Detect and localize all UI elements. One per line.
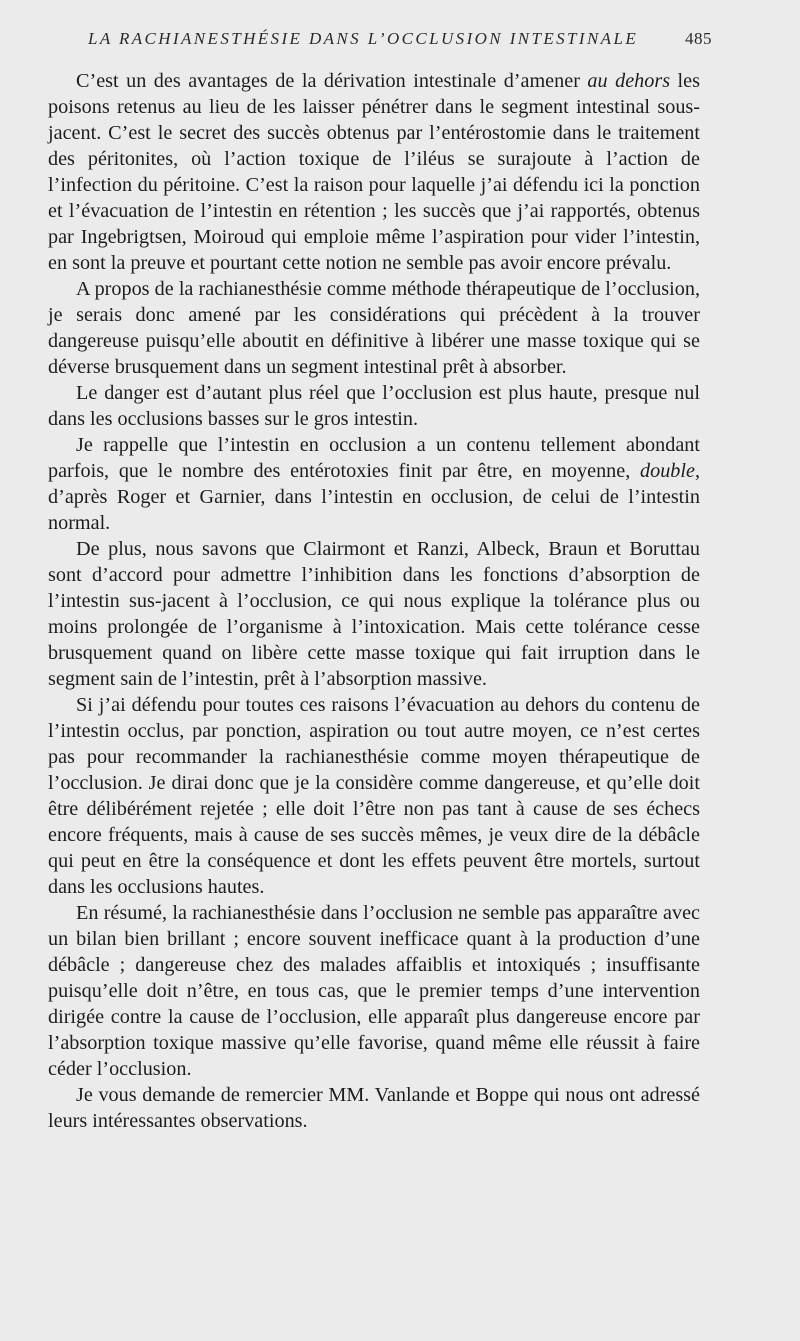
paragraph-5 (48, 536, 700, 692)
paragraph-1 (48, 68, 700, 276)
paragraph-8 (48, 1082, 700, 1134)
page-number: 485 (685, 29, 712, 48)
paragraph-5-text: De plus, nous savons que Clairmont et Ranzi, Albeck, Braun et Boruttau sont d’accord pour admettre l’inhibition dans les fonctions d’absorption de l’intestin sus-jacent à l’occlusion, ce qui nous explique la tolérance plus ou moins prolongée de l’organisme à l’intoxication. Mais cette tolérance cesse brusquement quand on libère cette masse toxique qui fait irruption dans le segment sain de l’intestin, prêt à l’absorption massive. (48, 538, 700, 690)
body-text (48, 68, 700, 1134)
page-header (88, 27, 712, 53)
paragraph-6 (48, 692, 700, 900)
paragraph-3 (48, 380, 700, 432)
paragraph-7 (48, 900, 700, 1082)
paragraph-2 (48, 276, 700, 380)
paragraph-6-text: Si j’ai défendu pour toutes ces raisons l’évacuation au dehors du contenu de l’intestin occlus, par ponction, aspiration ou tout autre moyen, ce n’est certes pas pour recommander la rachianesthésie comme moyen thérapeutique de l’occlusion. Je dirai donc que je la considère comme dangereuse, et qu’elle doit être délibérément rejetée ; elle doit l’être non pas tant à cause de ses échecs encore fréquents, mais à cause de ses succès mêmes, je veux dire de la débâcle qui peut en être la conséquence et dont les effets peuvent être mortels, surtout dans les occlusions hautes. (48, 694, 700, 898)
paragraph-7-text: En résumé, la rachianesthésie dans l’occlusion ne semble pas apparaître avec un bilan bien brillant ; encore souvent inefficace quant à la production d’une débâcle ; dangereuse chez des malades affaiblis et intoxiqués ; insuffisante puisqu’elle doit n’être, en tous cas, que le premier temps d’une intervention dirigée contre la cause de l’occlusion, elle apparaît plus dangereuse encore par l’absorption toxique massive qu’elle favorise, quand même elle réussit à faire céder l’occlusion. (48, 902, 700, 1080)
paragraph-4 (48, 432, 700, 536)
paragraph-1-italic-phrase: au dehors (587, 70, 671, 92)
running-title: LA RACHIANESTHÉSIE DANS L’OCCLUSION INTESTINALE (88, 29, 639, 48)
paragraph-3-text: Le danger est d’autant plus réel que l’occlusion est plus haute, presque nul dans les occlusions basses sur le gros intestin. (48, 382, 700, 430)
paragraph-4-italic-word: double (640, 460, 695, 482)
paragraph-2-text: A propos de la rachianesthésie comme méthode thérapeutique de l’occlusion, je serais donc amené par les considérations qui précèdent à la trouver dangereuse puisqu’elle aboutit en définitive à libérer une masse toxique qui se déverse brusquement dans un segment intestinal prêt à absorber. (48, 278, 700, 378)
paragraph-1-text-cont: les poisons retenus au lieu de les laisser pénétrer dans le segment intestinal sous-jacent. C’est le secret des succès obtenus par l’entérostomie dans le traitement des péritonites, où l’action toxique de l’iléus se surajoute à l’action de l’infection du péritoine. C’est la raison pour laquelle j’ai défendu ici la ponction et l’évacuation de l’intestin en rétention ; les succès que j’ai rapportés, obtenus par Ingebrigtsen, Moiroud qui emploie même l’aspiration pour vider l’intestin, en sont la preuve et pourtant cette notion ne semble pas avoir encore prévalu. (48, 70, 700, 274)
paragraph-1-text: C’est un des avantages de la dérivation intestinale d’amener (76, 70, 588, 92)
paragraph-4-text: Je rappelle que l’intestin en occlusion a un contenu tellement abondant parfois, que le nombre des entérotoxies finit par être, en moyenne, (48, 434, 700, 482)
paragraph-4-text-cont: , d’après Roger et Garnier, dans l’intestin en occlusion, de celui de l’intestin normal. (48, 460, 700, 534)
paragraph-8-text: Je vous demande de remercier MM. Vanlande et Boppe qui nous ont adressé leurs intéressantes observations. (48, 1084, 700, 1132)
